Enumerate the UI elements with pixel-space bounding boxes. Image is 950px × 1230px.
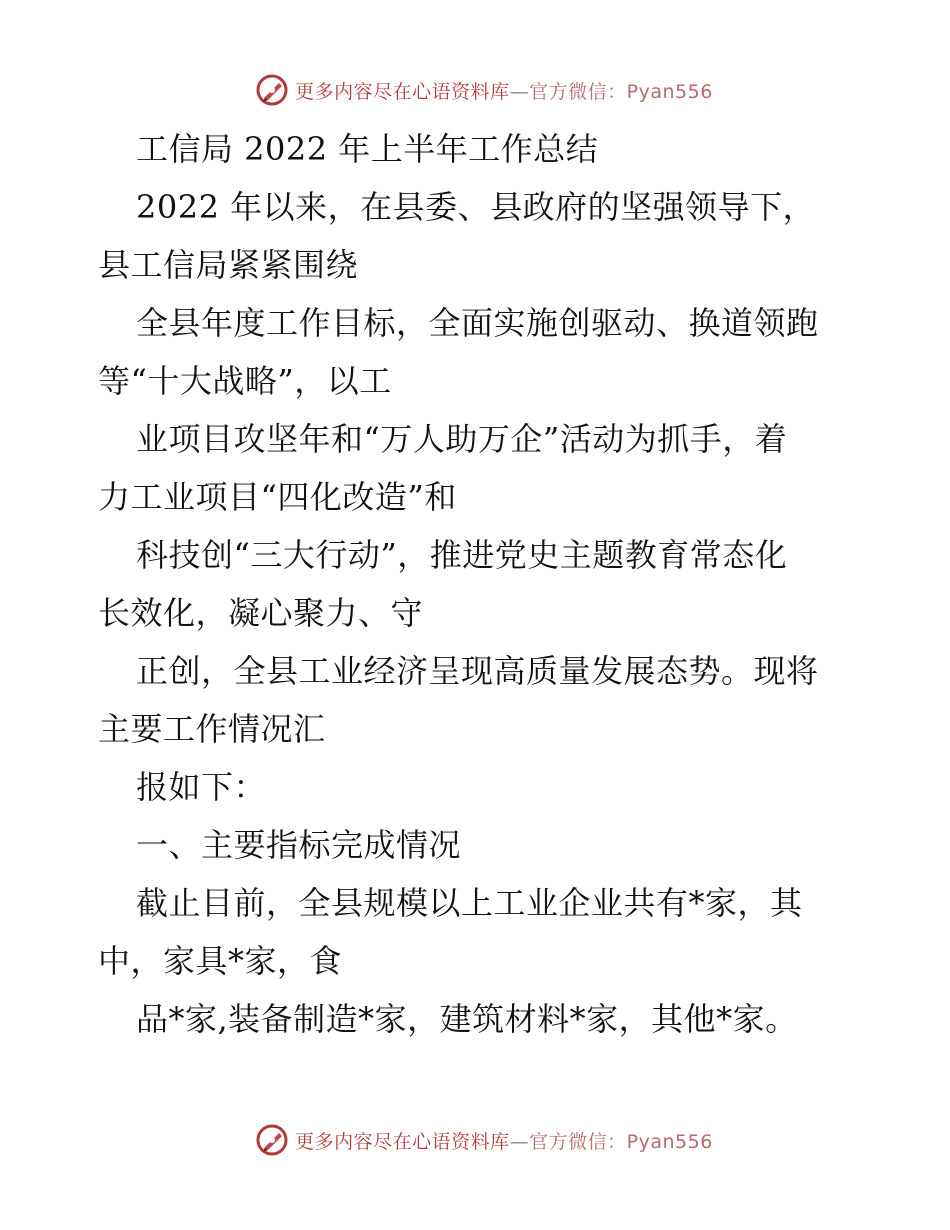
banner-dash: — [509,80,530,103]
banner-main-text: 更多内容尽在心语资料库 [295,1130,510,1153]
footer-banner-text [295,1127,713,1154]
body-line-6: 业项目攻坚年和“万人助万企”活动为抓手，着 [136,420,788,458]
body-line-5: 等“十大战略”，以工 [98,362,392,400]
header-banner [0,70,950,110]
document-body [98,120,858,1048]
footer-banner [0,1120,950,1160]
section-heading: 一、主要指标完成情况 [136,826,462,864]
pen-logo-icon [255,73,289,107]
body-line-9: 长效化，凝心聚力、守 [98,594,424,632]
body-line-2: 2022 年以来，在县委、县政府的坚强领导下， [136,188,816,226]
body-line-14: 截止目前，全县规模以上工业企业共有*家，其 [136,884,803,922]
banner-main-text: 更多内容尽在心语资料库 [295,80,510,103]
banner-wechat-text: 官方微信：Pyan556 [529,1130,713,1153]
body-line-4: 全县年度工作目标，全面实施创驱动、换道领跑 [136,304,819,342]
body-line-1: 工信局 2022 年上半年工作总结 [136,130,599,168]
header-banner-inner [255,73,713,107]
body-line-3: 县工信局紧紧围绕 [98,246,359,284]
header-banner-text [295,77,713,104]
body-line-7: 力工业项目“四化改造”和 [98,478,457,516]
body-line-10: 正创，全县工业经济呈现高质量发展态势。现将 [136,652,819,690]
body-line-15: 中，家具*家，食 [98,942,343,980]
pen-logo-icon [255,1123,289,1157]
body-line-16: 品*家,装备制造*家，建筑材料*家，其他*家。 [136,1000,798,1038]
footer-banner-inner [255,1123,713,1157]
banner-wechat-text: 官方微信：Pyan556 [529,80,713,103]
body-line-12: 报如下： [136,768,267,806]
banner-dash: — [509,1130,530,1153]
body-line-8: 科技创“三大行动”，推进党史主题教育常态化 [136,536,788,574]
body-line-11: 主要工作情况汇 [98,710,326,748]
